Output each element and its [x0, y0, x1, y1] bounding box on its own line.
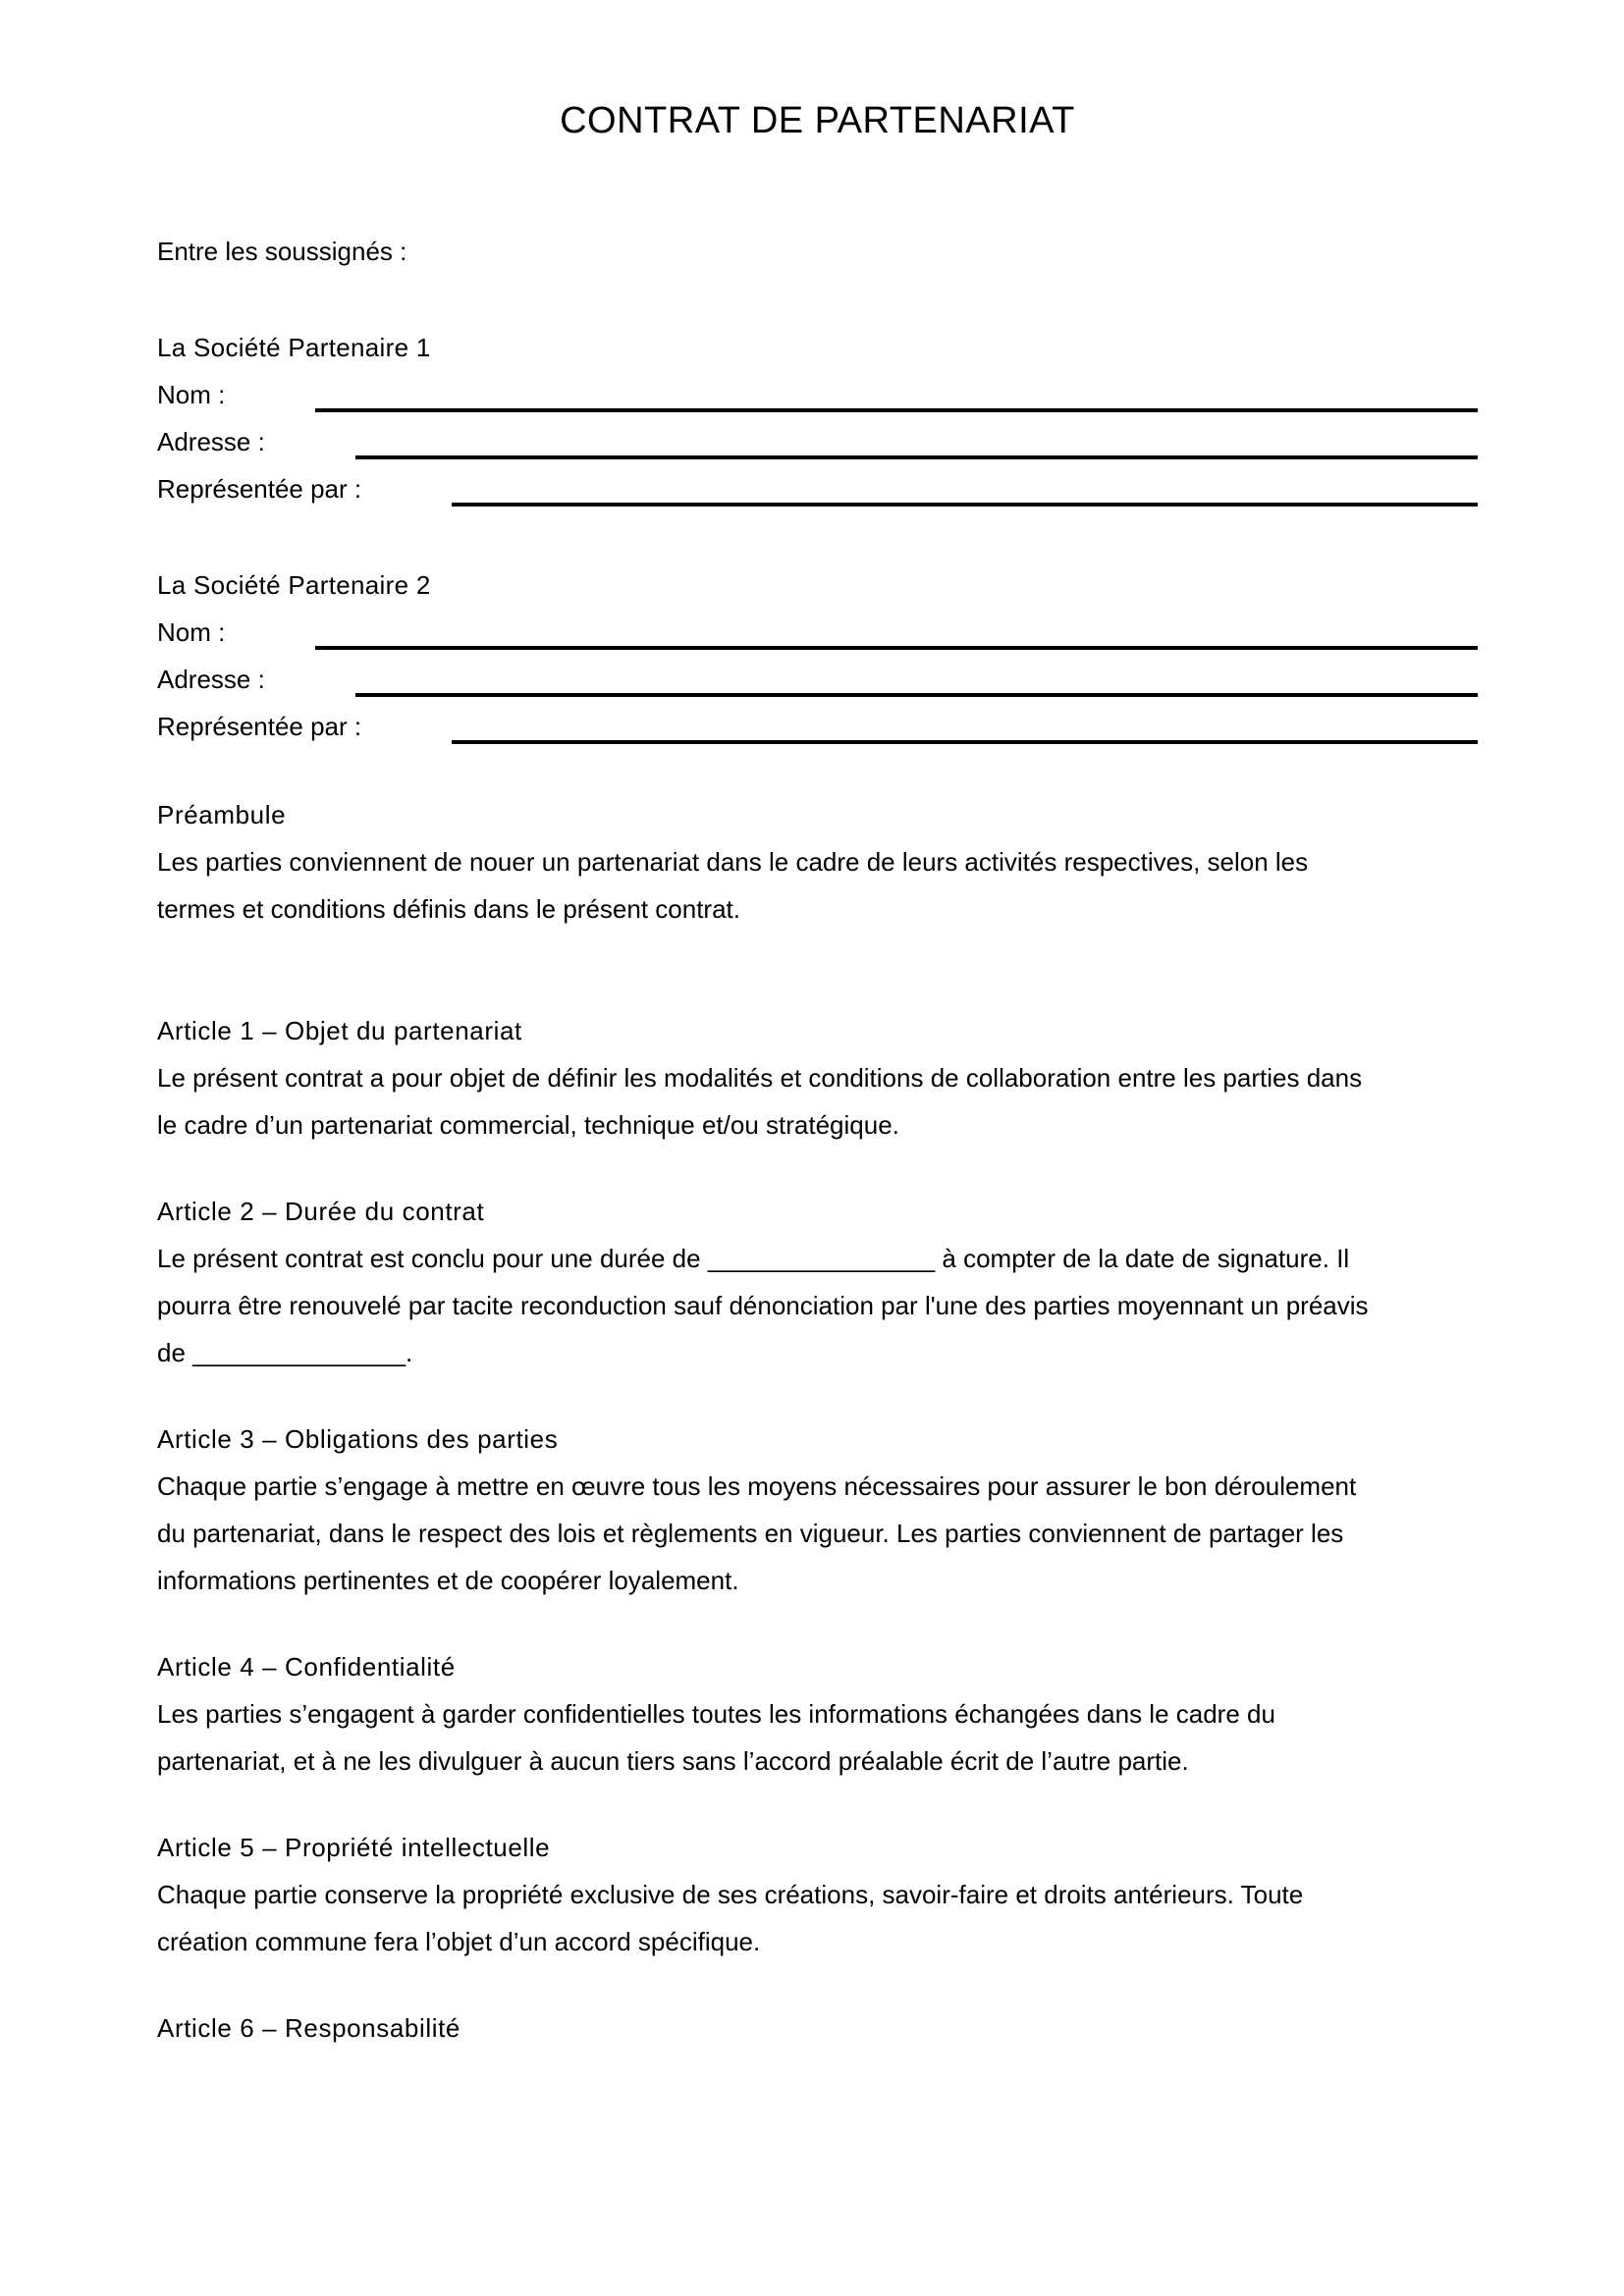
article-6-heading: Article 6 – Responsabilité: [157, 2013, 460, 2043]
party-1-adresse-label: Adresse :: [157, 427, 265, 456]
paragraph-line: Chaque partie s’engage à mettre en œuvre tous les moyens nécessaires pour assurer le bon déroulement: [157, 1471, 1357, 1501]
paragraph-line: termes et conditions définis dans le présent contrat.: [157, 894, 740, 924]
paragraph-line: Le présent contrat a pour objet de définir les modalités et conditions de collaboration entre les parties dans: [157, 1063, 1363, 1093]
party-2-heading: La Société Partenaire 2: [157, 570, 431, 600]
party-2-nom-label: Nom :: [157, 617, 226, 647]
party-2-nom-fill-line[interactable]: [315, 609, 1478, 650]
article-5-heading: Article 5 – Propriété intellectuelle: [157, 1833, 551, 1862]
party-1-nom-row: [157, 371, 1478, 418]
paragraph-line: de _______________.: [157, 1338, 413, 1367]
preambule-heading: Préambule: [157, 800, 287, 829]
party-1-heading: La Société Partenaire 1: [157, 333, 431, 362]
paragraph-line: informations pertinentes et de coopérer loyalement.: [157, 1566, 739, 1595]
party-section-2: [157, 561, 1478, 750]
intro-line: Entre les soussignés :: [157, 237, 407, 266]
section-article-2: [157, 1188, 1478, 1376]
party-2-representee-row: [157, 703, 1478, 750]
article-2-heading: Article 2 – Durée du contrat: [157, 1197, 485, 1226]
article-4-heading: Article 4 – Confidentialité: [157, 1652, 456, 1682]
party-1-adresse-fill-line[interactable]: [355, 418, 1478, 459]
section-article-1: [157, 1007, 1478, 1148]
paragraph-line: pourra être renouvelé par tacite reconduction sauf dénonciation par l'une des parties moyennant un préavis: [157, 1291, 1369, 1320]
party-1-nom-fill-line[interactable]: [315, 371, 1478, 412]
party-section-1: [157, 324, 1478, 512]
party-1-representee-label: Représentée par :: [157, 474, 362, 504]
party-2-adresse-row: [157, 656, 1478, 703]
party-2-adresse-fill-line[interactable]: [355, 656, 1478, 697]
paragraph-line: Chaque partie conserve la propriété exclusive de ses créations, savoir-faire et droits antérieurs. Toute: [157, 1880, 1304, 1909]
paragraph-line: Le présent contrat est conclu pour une durée de ________________ à compter de la date de signature. Il: [157, 1244, 1350, 1273]
paragraph-line: Les parties s’engagent à garder confidentielles toutes les informations échangées dans le cadre du: [157, 1699, 1275, 1729]
party-2-representee-label: Représentée par :: [157, 712, 362, 741]
section-preambule: [157, 791, 1478, 933]
party-1-representee-row: [157, 465, 1478, 512]
paragraph-line: Les parties conviennent de nouer un partenariat dans le cadre de leurs activités respectives, selon les: [157, 847, 1309, 877]
party-2-nom-row: [157, 609, 1478, 656]
section-article-5: [157, 1824, 1478, 1965]
document-title: CONTRAT DE PARTENARIAT: [560, 100, 1075, 141]
party-2-representee-fill-line[interactable]: [452, 703, 1478, 744]
party-1-nom-label: Nom :: [157, 380, 226, 409]
section-article-4: [157, 1643, 1478, 1785]
section-article-6: [157, 2004, 1478, 2052]
party-1-representee-fill-line[interactable]: [452, 465, 1478, 507]
paragraph-line: du partenariat, dans le respect des lois et règlements en vigueur. Les parties conviennent de partager les: [157, 1519, 1344, 1548]
section-article-3: [157, 1415, 1478, 1604]
article-1-heading: Article 1 – Objet du partenariat: [157, 1016, 522, 1045]
paragraph-line: partenariat, et à ne les divulguer à aucun tiers sans l’accord préalable écrit de l’autre partie.: [157, 1746, 1189, 1776]
party-2-adresse-label: Adresse :: [157, 665, 265, 694]
party-1-fields: [157, 371, 1478, 512]
party-2-fields: [157, 609, 1478, 750]
paragraph-line: le cadre d’un partenariat commercial, technique et/ou stratégique.: [157, 1110, 899, 1140]
paragraph-line: création commune fera l’objet d’un accord spécifique.: [157, 1927, 761, 1956]
article-3-heading: Article 3 – Obligations des parties: [157, 1424, 559, 1454]
party-1-adresse-row: [157, 418, 1478, 465]
